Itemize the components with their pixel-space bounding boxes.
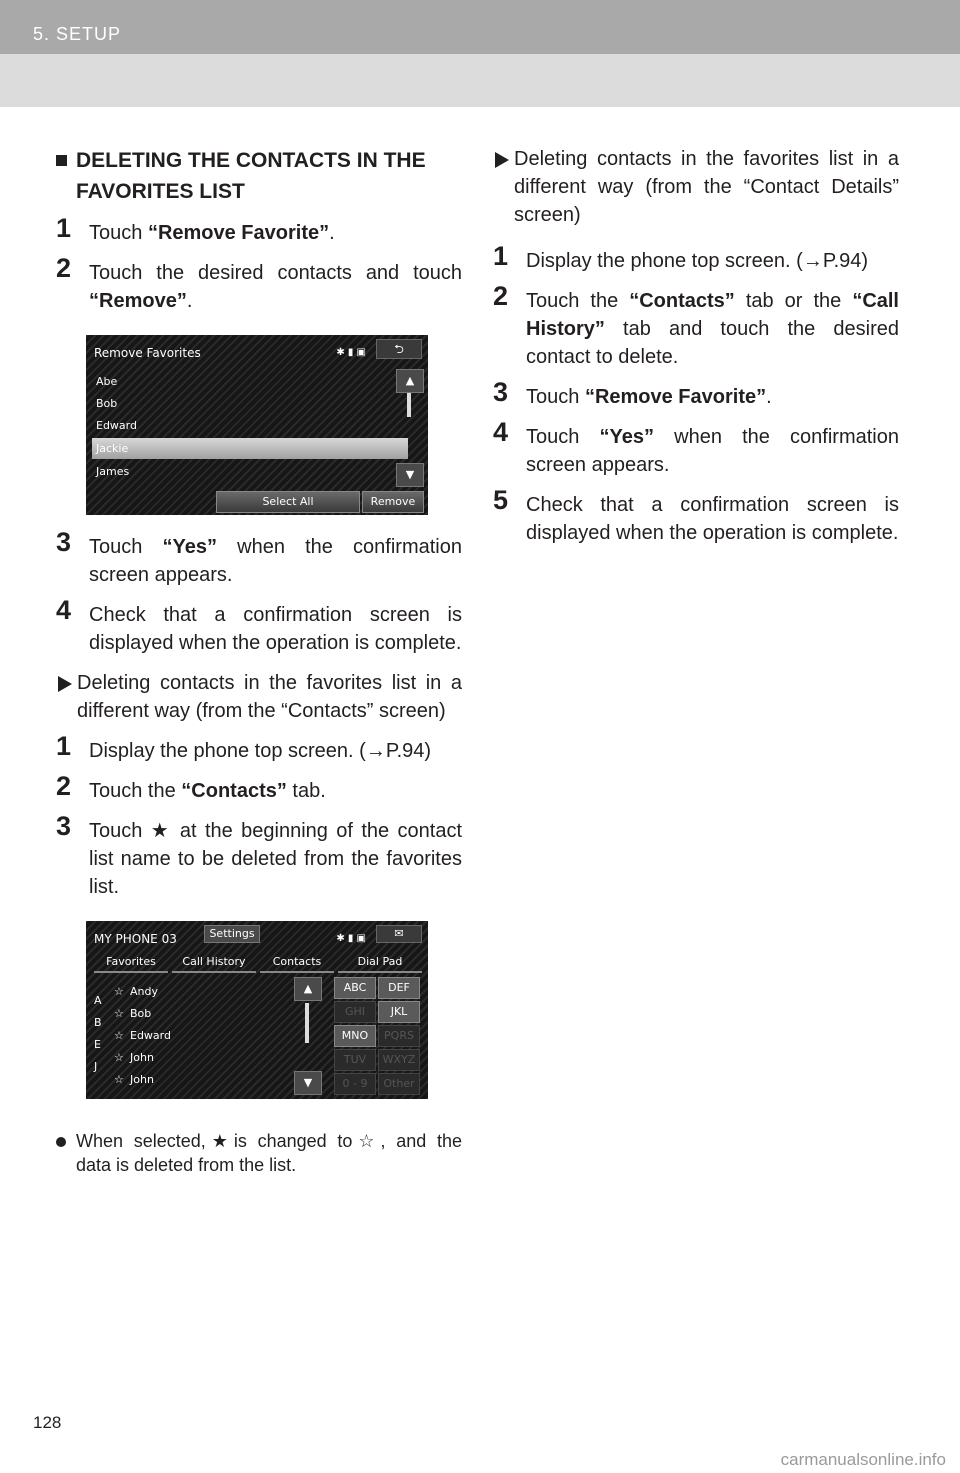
- step-3: [56, 527, 462, 589]
- star-outline-icon: ☆: [358, 1131, 375, 1151]
- step-number: 1: [56, 213, 72, 243]
- screen-title: Remove Favorites: [94, 346, 201, 360]
- note-text: is changed to: [233, 1131, 353, 1151]
- step-text: Touch: [89, 222, 148, 244]
- step-bold: “Contacts”: [629, 290, 735, 312]
- alt-intro-text: Deleting contacts in the favorites list in a different way (from the “Contacts” screen): [77, 672, 462, 722]
- step-text: Touch ★ at the beginning of the contact list name to be deleted from the favorites list.: [89, 820, 462, 898]
- key-0-9[interactable]: 0 - 9: [334, 1073, 376, 1095]
- back-arrow-icon[interactable]: ⮌: [376, 339, 422, 359]
- step-4: [493, 417, 899, 479]
- contact-name: Bob: [130, 1007, 152, 1020]
- tab-contacts[interactable]: Contacts: [260, 953, 334, 973]
- scroll-up-button[interactable]: ▲: [294, 977, 322, 1001]
- star-outline-icon[interactable]: ☆: [114, 1029, 124, 1042]
- note-text: When selected,: [76, 1131, 206, 1151]
- tab-call-history[interactable]: Call History: [172, 953, 256, 973]
- alt-intro-text: Deleting contacts in the favorites list in a different way (from the “Contact Details” screen): [514, 148, 899, 226]
- step-1: [493, 241, 899, 275]
- step-number: 4: [493, 417, 509, 447]
- step-number: 3: [56, 811, 72, 841]
- header-bar: [0, 0, 960, 54]
- section-heading: [56, 145, 462, 207]
- contact-row[interactable]: [114, 1025, 294, 1047]
- contact-row[interactable]: [114, 1069, 294, 1091]
- contact-name: Edward: [130, 1029, 171, 1042]
- step-bold: “Call History”: [526, 290, 899, 340]
- star-outline-icon[interactable]: ☆: [114, 1073, 124, 1086]
- step-text: Touch the desired contacts and touch: [89, 262, 462, 284]
- index-letter[interactable]: A: [94, 994, 102, 1007]
- step-number: 5: [493, 485, 509, 515]
- scroll-up-button[interactable]: ▲: [396, 369, 424, 393]
- step-text-end: when the confirmation screen appears.: [89, 536, 462, 586]
- step-text: Check that a confirmation screen is displayed when the operation is complete.: [89, 604, 462, 654]
- contact-row[interactable]: [114, 981, 294, 1003]
- step-text: Touch the: [526, 290, 630, 312]
- star-outline-icon[interactable]: ☆: [114, 1007, 124, 1020]
- phone-contacts-screenshot: [86, 921, 428, 1099]
- contact-row[interactable]: [114, 1003, 294, 1025]
- star-outline-icon[interactable]: ☆: [114, 1051, 124, 1064]
- list-item[interactable]: James: [96, 465, 130, 478]
- step-4: [56, 595, 462, 657]
- scroll-thumb[interactable]: [305, 1003, 309, 1043]
- right-column: [493, 145, 899, 547]
- list-item[interactable]: Bob: [96, 397, 118, 410]
- star-outline-icon[interactable]: ☆: [114, 985, 124, 998]
- step-text-end: .: [329, 222, 335, 244]
- step-bold: “Contacts”: [181, 780, 287, 802]
- step-text-end: .: [766, 386, 772, 408]
- status-icons: ✱ ▮ ▣: [336, 933, 366, 944]
- triangle-bullet-icon: [495, 152, 509, 168]
- section-title: 5. SETUP: [33, 24, 122, 44]
- step-bold: “Remove”: [89, 290, 187, 312]
- watermark: carmanualsonline.info: [780, 1450, 946, 1469]
- remove-favorites-screenshot: [86, 335, 428, 515]
- contact-row[interactable]: [114, 1047, 294, 1069]
- scroll-down-button[interactable]: ▼: [396, 463, 424, 487]
- step-text: Touch the: [89, 780, 182, 802]
- alt-method-intro: [493, 145, 899, 229]
- key-mno[interactable]: MNO: [334, 1025, 376, 1047]
- step-text: Check that a confirmation screen is displayed when the operation is complete.: [526, 494, 899, 544]
- step-number: 4: [56, 595, 72, 625]
- step-2: [493, 281, 899, 371]
- screen-title: MY PHONE 03: [94, 932, 177, 946]
- step-number: 2: [56, 771, 72, 801]
- key-abc[interactable]: ABC: [334, 977, 376, 999]
- key-jkl[interactable]: JKL: [378, 1001, 420, 1023]
- header-band: [0, 54, 960, 107]
- step-number: 1: [493, 241, 509, 271]
- step-3b: [56, 811, 462, 901]
- step-3: [493, 377, 899, 411]
- step-text-end: tab and touch the desired contact to delete.: [526, 318, 899, 368]
- heading-text: DELETING THE CONTACTS IN THE FAVORITES LIST: [76, 149, 426, 203]
- step-bold: “Remove Favorite”: [147, 222, 330, 244]
- contact-name: John: [130, 1073, 154, 1086]
- step-text: Touch: [89, 536, 163, 558]
- mail-icon[interactable]: ✉: [376, 925, 422, 943]
- select-all-button[interactable]: Select All: [216, 491, 360, 513]
- key-def[interactable]: DEF: [378, 977, 420, 999]
- settings-button[interactable]: Settings: [204, 925, 260, 943]
- step-2: [56, 253, 462, 315]
- step-bold: “Yes”: [599, 426, 654, 448]
- step-number: 1: [56, 731, 72, 761]
- index-letter[interactable]: E: [94, 1038, 101, 1051]
- step-number: 2: [493, 281, 509, 311]
- index-letter[interactable]: B: [94, 1016, 102, 1029]
- tab-favorites[interactable]: Favorites: [94, 953, 168, 973]
- round-bullet-icon: [56, 1137, 66, 1147]
- status-icons: ✱ ▮ ▣: [336, 347, 366, 358]
- step-text: Display the phone top screen. (→P.94): [526, 250, 869, 272]
- square-bullet-icon: [56, 155, 67, 166]
- step-1: [56, 213, 462, 247]
- key-wxyz[interactable]: WXYZ: [378, 1049, 420, 1071]
- step-text-end: tab.: [286, 780, 326, 802]
- note-text: , and the data is deleted from the list.: [76, 1131, 463, 1175]
- step-1b: [56, 731, 462, 765]
- step-number: 3: [56, 527, 72, 557]
- contact-name: Andy: [130, 985, 158, 998]
- star-filled-icon: ★: [211, 1131, 228, 1151]
- step-bold: “Remove Favorite”: [584, 386, 767, 408]
- step-text: tab or the: [734, 290, 853, 312]
- step-number: 2: [56, 253, 72, 283]
- note: [56, 1129, 462, 1177]
- key-pqrs[interactable]: PQRS: [378, 1025, 420, 1047]
- step-text: Display the phone top screen. (→P.94): [89, 740, 432, 762]
- key-ghi[interactable]: GHI: [334, 1001, 376, 1023]
- contact-name: John: [130, 1051, 154, 1064]
- step-text-end: .: [186, 290, 193, 312]
- left-column: [56, 145, 462, 1177]
- step-2b: [56, 771, 462, 805]
- key-tuv[interactable]: TUV: [334, 1049, 376, 1071]
- scroll-down-button[interactable]: ▼: [294, 1071, 322, 1095]
- tab-dial-pad[interactable]: Dial Pad: [338, 953, 422, 973]
- triangle-bullet-icon: [58, 676, 72, 692]
- step-5: [493, 485, 899, 547]
- step-text-end: when the confirmation screen appears.: [526, 426, 899, 476]
- key-other[interactable]: Other: [378, 1073, 420, 1095]
- page-number: 128: [33, 1413, 62, 1432]
- step-text: Touch: [526, 426, 600, 448]
- alt-method-intro: [56, 669, 462, 725]
- remove-button[interactable]: Remove: [362, 491, 424, 513]
- step-number: 3: [493, 377, 509, 407]
- index-letter[interactable]: J: [94, 1060, 98, 1073]
- step-text: Touch: [526, 386, 585, 408]
- list-item[interactable]: Edward: [96, 419, 137, 432]
- list-item-selected[interactable]: Jackie: [92, 438, 408, 459]
- scroll-thumb[interactable]: [407, 393, 411, 417]
- step-bold: “Yes”: [162, 536, 217, 558]
- list-item[interactable]: Abe: [96, 375, 118, 388]
